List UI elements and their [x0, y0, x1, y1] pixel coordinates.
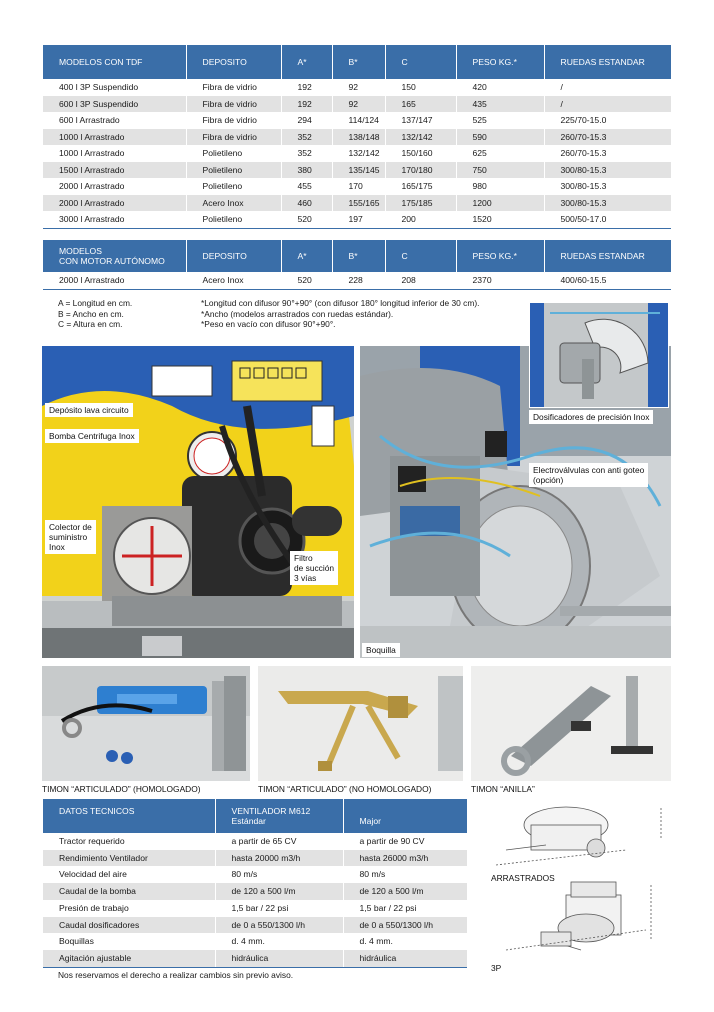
tech-table-cell: de 0 a 550/1300 l/h [215, 917, 343, 934]
tech-table-cell: d. 4 mm. [215, 933, 343, 950]
timon-homologado-photo [42, 666, 250, 781]
motor-header-cell: C [385, 240, 456, 272]
motor-spec-table [43, 240, 671, 290]
tdf-table-cell: 980 [456, 178, 544, 195]
tdf-spec-table [43, 45, 671, 229]
tdf-header-row [43, 45, 671, 79]
tdf-table-cell: Polietileno [186, 145, 281, 162]
tech-table-cell: hasta 26000 m3/h [343, 850, 467, 867]
tech-table-cell: 1,5 bar / 22 psi [343, 900, 467, 917]
tdf-table-cell: 150 [385, 79, 456, 96]
tdf-table-cell: 455 [281, 178, 332, 195]
tdf-table-cell: 590 [456, 129, 544, 146]
tdf-table-cell: 192 [281, 96, 332, 113]
tdf-table-cell: 170/180 [385, 162, 456, 179]
tech-table-cell: 80 m/s [215, 866, 343, 883]
tdf-header-cell: DEPOSITO [186, 45, 281, 79]
tech-table-row [43, 950, 467, 967]
tdf-table-cell: Fibra de vidrio [186, 129, 281, 146]
motor-header-cell: RUEDAS ESTANDAR [544, 240, 671, 272]
tech-header-row [43, 799, 467, 833]
tdf-table-cell: 155/165 [332, 195, 385, 212]
tdf-header-cell: RUEDAS ESTANDAR [544, 45, 671, 79]
tech-table-cell: de 0 a 550/1300 l/h [343, 917, 467, 934]
timon-no-homologado-illustration [258, 666, 463, 781]
tdf-table-cell: 114/124 [332, 112, 385, 129]
motor-table-cell: 228 [332, 272, 385, 289]
label-boquilla: Boquilla [362, 643, 400, 657]
tdf-table-cell: 435 [456, 96, 544, 113]
tdf-table-cell: 225/70-15.0 [544, 112, 671, 129]
tdf-table-cell: 460 [281, 195, 332, 212]
tdf-table-cell: 3000 l Arrastrado [43, 211, 186, 228]
tdf-header-cell: MODELOS CON TDF [43, 45, 186, 79]
tech-table-row [43, 900, 467, 917]
tech-table-cell: Caudal de la bomba [43, 883, 215, 900]
label-3p: 3P [491, 963, 502, 973]
label-timon-no-homologado: TIMON “ARTICULADO” (NO HOMOLOGADO) [258, 784, 432, 794]
tdf-table-cell: 300/80-15.3 [544, 195, 671, 212]
motor-header-cell: A* [281, 240, 332, 272]
tdf-table-cell: Polietileno [186, 162, 281, 179]
footnote-length: *Longitud con difusor 90°+90° (con difusor 180° longitud inferior de 30 cm). [201, 298, 480, 308]
tech-table-body [43, 833, 467, 967]
tdf-table-cell: / [544, 79, 671, 96]
label-arrastrados: ARRASTRADOS [491, 873, 555, 883]
tdf-table-cell: Acero Inox [186, 195, 281, 212]
tdf-table-cell: 1500 l Arrastrado [43, 162, 186, 179]
tech-table-row [43, 933, 467, 950]
tech-table-cell: a partir de 65 CV [215, 833, 343, 850]
label-timon-anilla: TIMON “ANILLA” [471, 784, 535, 794]
tech-table-cell: Rendimiento Ventilador [43, 850, 215, 867]
motor-header-row [43, 240, 671, 272]
footnote-weight: *Peso en vacío con difusor 90°+90°. [201, 319, 336, 329]
tdf-table-cell: 260/70-15.3 [544, 129, 671, 146]
label-deposito-lava-circuito: Depósito lava circuito [45, 403, 133, 417]
tdf-table-cell: 137/147 [385, 112, 456, 129]
tech-header-cell: DATOS TECNICOS [43, 799, 215, 833]
dosificador-inset-photo [529, 302, 669, 408]
timon-anilla-photo [471, 666, 671, 781]
tech-table-cell: de 120 a 500 l/m [215, 883, 343, 900]
tech-table-row [43, 866, 467, 883]
tdf-table-cell: 138/148 [332, 129, 385, 146]
tdf-table-cell: 170 [332, 178, 385, 195]
tech-table-cell: d. 4 mm. [343, 933, 467, 950]
label-timon-homologado: TIMON “ARTICULADO” (HOMOLOGADO) [42, 784, 201, 794]
tdf-table-cell: 400 l 3P Suspendido [43, 79, 186, 96]
tech-table-cell: Boquillas [43, 933, 215, 950]
motor-header-cell: MODELOS CON MOTOR AUTÓNOMO [43, 240, 186, 272]
tech-table-cell: Agitación ajustable [43, 950, 215, 967]
tdf-table-cell: 352 [281, 145, 332, 162]
tdf-header-cell: C [385, 45, 456, 79]
footnotes [201, 298, 531, 330]
label-filtro-succion: Filtro de succión 3 vías [290, 551, 338, 585]
tdf-table-row [43, 96, 671, 113]
tech-table-cell: hasta 20000 m3/h [215, 850, 343, 867]
tdf-table-cell: 165/175 [385, 178, 456, 195]
tech-table-cell: Velocidad del aire [43, 866, 215, 883]
tdf-header-cell: B* [332, 45, 385, 79]
tech-header-cell: Major [343, 799, 467, 833]
label-electrovalvulas: Electroválvulas con anti goteo (opción) [529, 463, 648, 487]
tdf-table-cell: Fibra de vidrio [186, 112, 281, 129]
tdf-table-row [43, 112, 671, 129]
tdf-table-cell: 420 [456, 79, 544, 96]
tdf-table-cell: 150/160 [385, 145, 456, 162]
dimension-legend [58, 298, 132, 330]
tech-table-cell: de 120 a 500 l/m [343, 883, 467, 900]
label-dosificadores: Dosificadores de precisión Inox [529, 410, 653, 424]
motor-table-cell: 208 [385, 272, 456, 289]
tech-table-cell: hidráulica [215, 950, 343, 967]
pump-tank-photo [42, 346, 354, 658]
tdf-table-cell: 380 [281, 162, 332, 179]
tdf-table-cell: 165 [385, 96, 456, 113]
tdf-table-cell: Polietileno [186, 178, 281, 195]
tech-table-row [43, 850, 467, 867]
tdf-table-cell: 2000 l Arrastrado [43, 178, 186, 195]
pump-tank-illustration [42, 346, 354, 658]
tdf-table-cell: 197 [332, 211, 385, 228]
tdf-table-cell: 200 [385, 211, 456, 228]
motor-table-row [43, 272, 671, 289]
motor-table-body [43, 272, 671, 289]
motor-table-cell: Acero Inox [186, 272, 281, 289]
tdf-table-cell: 92 [332, 96, 385, 113]
tdf-table-cell: 300/80-15.3 [544, 162, 671, 179]
tech-table-row [43, 917, 467, 934]
dosificador-illustration [530, 303, 668, 407]
label-colector-suministro: Colector de suministro Inox [45, 520, 96, 554]
tdf-table-cell: 175/185 [385, 195, 456, 212]
tdf-table-cell: 192 [281, 79, 332, 96]
tdf-table-cell: Fibra de vidrio [186, 96, 281, 113]
tech-table-cell: Tractor requerido [43, 833, 215, 850]
tdf-table-row [43, 145, 671, 162]
tdf-header-cell: A* [281, 45, 332, 79]
tdf-table-cell: 500/50-17.0 [544, 211, 671, 228]
motor-header-cell: PESO KG.* [456, 240, 544, 272]
tdf-table-cell: 1200 [456, 195, 544, 212]
tdf-table-cell: / [544, 96, 671, 113]
tdf-table-row [43, 79, 671, 96]
tdf-table-cell: 2000 l Arrastrado [43, 195, 186, 212]
tech-header-cell: VENTILADOR M612 Estándar [215, 799, 343, 833]
tdf-table-row [43, 162, 671, 179]
tdf-table-cell: 1000 l Arrastrado [43, 145, 186, 162]
footer-note: Nos reservamos el derecho a realizar cambios sin previo aviso. [58, 970, 294, 980]
tdf-table-cell: 135/145 [332, 162, 385, 179]
tech-table-cell: Presión de trabajo [43, 900, 215, 917]
tdf-table-row [43, 178, 671, 195]
tech-table-cell: Caudal dosificadores [43, 917, 215, 934]
timon-homologado-illustration [42, 666, 250, 781]
motor-header-cell: B* [332, 240, 385, 272]
tdf-table-cell: 520 [281, 211, 332, 228]
motor-table-cell: 2000 l Arrastrado [43, 272, 186, 289]
tdf-header-cell: PESO KG.* [456, 45, 544, 79]
tdf-table-cell: Fibra de vidrio [186, 79, 281, 96]
legend-b: B = Ancho en cm. [58, 308, 124, 319]
tdf-table-cell: Polietileno [186, 211, 281, 228]
tdf-table-cell: 132/142 [332, 145, 385, 162]
tech-table-cell: 1,5 bar / 22 psi [215, 900, 343, 917]
legend-c: C = Altura en cm. [58, 319, 123, 329]
motor-table-cell: 520 [281, 272, 332, 289]
tech-data-table [43, 799, 467, 967]
tdf-table-cell: 600 l Arrastrado [43, 112, 186, 129]
motor-header-cell: DEPOSITO [186, 240, 281, 272]
tdf-table-cell: 600 l 3P Suspendido [43, 96, 186, 113]
tech-table-cell: hidráulica [343, 950, 467, 967]
timon-no-homologado-photo [258, 666, 463, 781]
tdf-table-cell: 352 [281, 129, 332, 146]
motor-table-cell: 2370 [456, 272, 544, 289]
tdf-table-cell: 525 [456, 112, 544, 129]
tdf-table-body [43, 79, 671, 228]
tech-table-rule [43, 967, 467, 968]
tdf-table-cell: 300/80-15.3 [544, 178, 671, 195]
tdf-table-cell: 260/70-15.3 [544, 145, 671, 162]
tdf-table-cell: 132/142 [385, 129, 456, 146]
tdf-table-cell: 92 [332, 79, 385, 96]
tech-table-cell: a partir de 90 CV [343, 833, 467, 850]
tdf-table-cell: 750 [456, 162, 544, 179]
tdf-table-row [43, 211, 671, 228]
tdf-table-row [43, 195, 671, 212]
footnote-width: *Ancho (modelos arrastrados con ruedas estándar). [201, 308, 394, 319]
legend-a: A = Longitud en cm. [58, 298, 133, 308]
tech-table-cell: 80 m/s [343, 866, 467, 883]
tdf-table-cell: 1000 l Arrastrado [43, 129, 186, 146]
tdf-table-cell: 625 [456, 145, 544, 162]
label-bomba-centrifuga: Bomba Centrifuga Inox [45, 429, 139, 443]
tech-table-row [43, 833, 467, 850]
tech-table-row [43, 883, 467, 900]
timon-anilla-illustration [471, 666, 671, 781]
tdf-table-cell: 294 [281, 112, 332, 129]
tdf-table-row [43, 129, 671, 146]
motor-table-cell: 400/60-15.5 [544, 272, 671, 289]
tdf-table-cell: 1520 [456, 211, 544, 228]
dimension-diagrams [486, 800, 671, 970]
